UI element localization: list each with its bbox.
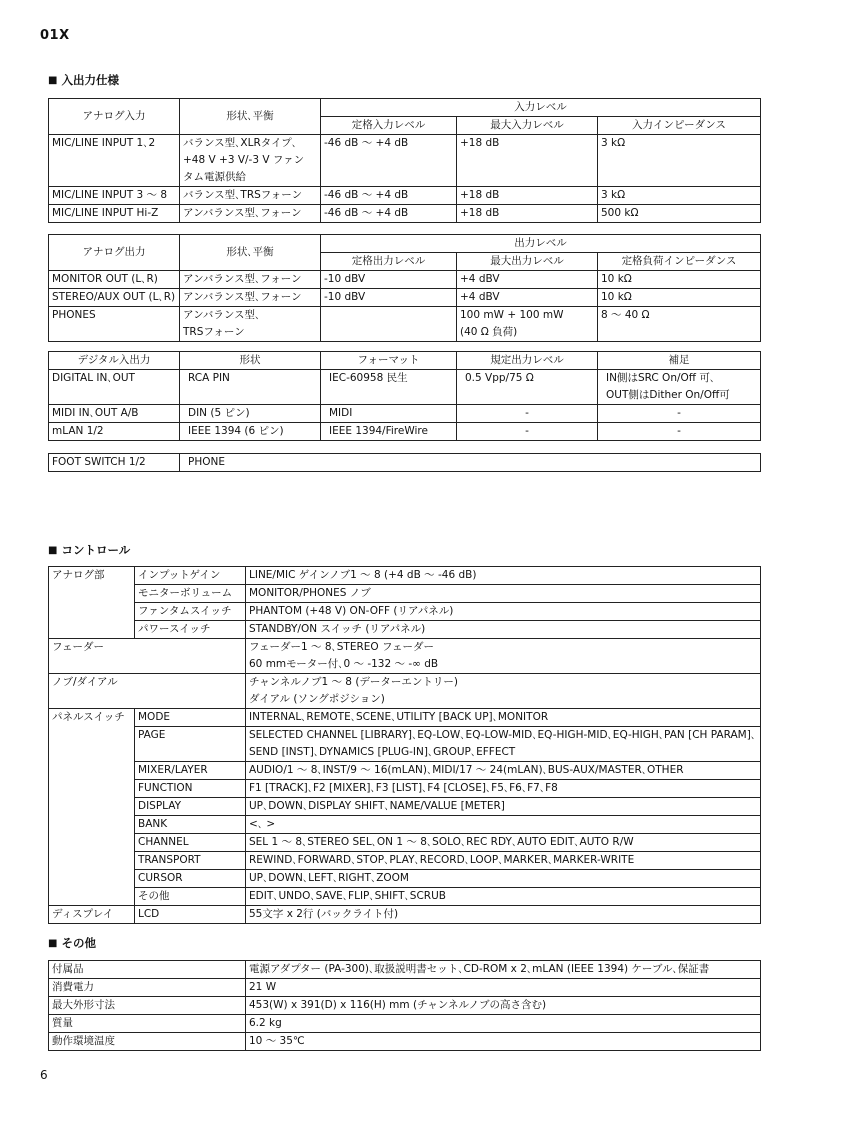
row-form: PHONE: [180, 454, 761, 472]
row-key: BANK: [135, 816, 246, 834]
io-section-heading: [48, 72, 119, 88]
value-line: ダイアル (ソングポジション): [249, 693, 385, 705]
table-row: [49, 187, 761, 205]
square-bullet-icon: ■: [48, 74, 58, 86]
table-row: [49, 621, 761, 639]
row-impedance: 500 kΩ: [598, 205, 761, 223]
table-row: [49, 870, 761, 888]
note-line: OUT側はDither On/Off可: [606, 389, 730, 401]
row-value: 453(W) x 391(D) x 116(H) mm (チャンネルノブの高さ含む): [246, 997, 761, 1015]
table-row: [49, 289, 761, 307]
table-row: [49, 370, 761, 405]
table-row: [49, 639, 761, 674]
row-form: アンバランス型､フォーン: [180, 205, 321, 223]
row-value: PHANTOM (+48 V) ON-OFF (リアパネル): [246, 603, 761, 621]
col-header-rated-output: 定格出力レベル: [321, 253, 457, 271]
table-row: [49, 888, 761, 906]
row-value: SEL 1 ～ 8､STEREO SEL､ON 1 ～ 8､SOLO､REC RDY､AUTO EDIT､AUTO R/W: [246, 834, 761, 852]
row-max: [457, 307, 598, 342]
table-row: [49, 1033, 761, 1051]
col-header-form: 形状: [180, 352, 321, 370]
col-header-specified-level: 規定出力レベル: [457, 352, 598, 370]
col-header-max-input: 最大入力レベル: [457, 117, 598, 135]
row-impedance: 8 ～ 40 Ω: [598, 307, 761, 342]
row-value: 6.2 kg: [246, 1015, 761, 1033]
table-row: [49, 674, 761, 709]
table-row: [49, 585, 761, 603]
row-name: STEREO/AUX OUT (L､R): [49, 289, 180, 307]
row-value: 10 ～ 35℃: [246, 1033, 761, 1051]
max-line: (40 Ω 負荷): [460, 326, 518, 338]
row-form: IEEE 1394 (6 ピン): [180, 423, 321, 441]
table-row: [49, 271, 761, 289]
row-max: +18 dB: [457, 135, 598, 187]
table-row: [49, 307, 761, 342]
row-key: パワースイッチ: [135, 621, 246, 639]
table-row: [49, 727, 761, 762]
table-row: [49, 979, 761, 997]
col-header-analog-input: アナログ入力: [49, 99, 180, 135]
row-key: MODE: [135, 709, 246, 727]
col-header-output-level: 出力レベル: [321, 235, 761, 253]
table-row: [49, 1015, 761, 1033]
group-label-panel: パネルスイッチ: [49, 709, 135, 906]
row-value: 電源アダプター (PA-300)､取扱説明書セット､CD-ROM x 2､mLAN (IEEE 1394) ケーブル､保証書: [246, 961, 761, 979]
row-value: F1 [TRACK]､F2 [MIXER]､F3 [LIST]､F4 [CLOSE]､F5､F6､F7､F8: [246, 780, 761, 798]
page-number: 6: [40, 1068, 48, 1082]
other-section-heading: [48, 935, 96, 951]
row-key: CHANNEL: [135, 834, 246, 852]
form-line: バランス型､XLRタイプ､: [183, 137, 297, 149]
row-format: IEC-60958 民生: [321, 370, 457, 405]
col-header-format: フォーマット: [321, 352, 457, 370]
value-line: フェーダー1 ～ 8､STEREO フェーダー: [249, 641, 434, 653]
col-header-load-impedance: 定格負荷インピーダンス: [598, 253, 761, 271]
row-key: インプットゲイン: [135, 567, 246, 585]
max-line: 100 mW + 100 mW: [460, 309, 564, 321]
row-name: MIDI IN､OUT A/B: [49, 405, 180, 423]
other-table: [48, 960, 761, 1051]
io-section-title: 入出力仕様: [61, 73, 119, 87]
analog-output-table: [48, 234, 761, 342]
group-label-knob: ノブ/ダイアル: [49, 674, 246, 709]
row-key: ファンタムスイッチ: [135, 603, 246, 621]
row-note: [598, 370, 761, 405]
row-rated: -46 dB ～ +4 dB: [321, 205, 457, 223]
digital-io-table: [48, 351, 761, 441]
form-line: アンバランス型､: [183, 309, 261, 321]
row-value: MONITOR/PHONES ノブ: [246, 585, 761, 603]
col-header-digital-io: デジタル入出力: [49, 352, 180, 370]
table-row: [49, 834, 761, 852]
row-name: MIC/LINE INPUT Hi-Z: [49, 205, 180, 223]
row-key: 消費電力: [49, 979, 246, 997]
square-bullet-icon: ■: [48, 544, 58, 556]
row-level: -: [457, 423, 598, 441]
row-value: <､ >: [246, 816, 761, 834]
col-header-note: 補足: [598, 352, 761, 370]
row-name: DIGITAL IN､OUT: [49, 370, 180, 405]
row-key: CURSOR: [135, 870, 246, 888]
col-header-analog-output: アナログ出力: [49, 235, 180, 271]
table-row: [49, 205, 761, 223]
row-key: PAGE: [135, 727, 246, 762]
row-key: 最大外形寸法: [49, 997, 246, 1015]
row-impedance: 10 kΩ: [598, 271, 761, 289]
col-header-input-impedance: 入力インピーダンス: [598, 117, 761, 135]
row-format: MIDI: [321, 405, 457, 423]
table-row: [49, 405, 761, 423]
row-format: IEEE 1394/FireWire: [321, 423, 457, 441]
form-line: +48 V +3 V/-3 V ファン: [183, 154, 305, 166]
col-header-input-level: 入力レベル: [321, 99, 761, 117]
row-form: [180, 135, 321, 187]
row-level: 0.5 Vpp/75 Ω: [457, 370, 598, 405]
model-name: 01X: [40, 28, 70, 43]
row-value: [246, 639, 761, 674]
row-level: -: [457, 405, 598, 423]
row-note: -: [598, 423, 761, 441]
row-form: アンバランス型､フォーン: [180, 271, 321, 289]
table-row: [49, 798, 761, 816]
table-row: [49, 780, 761, 798]
table-row: [49, 709, 761, 727]
form-line: TRSフォーン: [183, 326, 245, 338]
row-form: バランス型､TRSフォーン: [180, 187, 321, 205]
row-impedance: 10 kΩ: [598, 289, 761, 307]
other-section-title: その他: [61, 936, 96, 950]
value-line: SELECTED CHANNEL [LIBRARY]､EQ-LOW､EQ-LOW-MID､EQ-HIGH-MID､EQ-HIGH､PAN [CH PARAM]､: [249, 729, 757, 741]
row-max: +18 dB: [457, 187, 598, 205]
table-row: [49, 762, 761, 780]
square-bullet-icon: ■: [48, 937, 58, 949]
row-value: UP､DOWN､DISPLAY SHIFT､NAME/VALUE [METER]: [246, 798, 761, 816]
form-line: タム電源供給: [183, 171, 246, 183]
row-value: LINE/MIC ゲインノブ1 ～ 8 (+4 dB ～ -46 dB): [246, 567, 761, 585]
table-row: [49, 852, 761, 870]
table-row: [49, 961, 761, 979]
row-rated: -46 dB ～ +4 dB: [321, 135, 457, 187]
row-key: MIXER/LAYER: [135, 762, 246, 780]
table-row: [49, 567, 761, 585]
row-max: +18 dB: [457, 205, 598, 223]
row-impedance: 3 kΩ: [598, 187, 761, 205]
row-key: その他: [135, 888, 246, 906]
table-row: [49, 454, 761, 472]
row-note: -: [598, 405, 761, 423]
row-key: LCD: [135, 906, 246, 924]
col-header-max-output: 最大出力レベル: [457, 253, 598, 271]
row-value: REWIND､FORWARD､STOP､PLAY､RECORD､LOOP､MARKER､MARKER-WRITE: [246, 852, 761, 870]
row-value: [246, 727, 761, 762]
row-key: TRANSPORT: [135, 852, 246, 870]
row-rated: [321, 307, 457, 342]
row-key: 付属品: [49, 961, 246, 979]
row-value: 21 W: [246, 979, 761, 997]
row-value: 55文字 x 2行 (バックライト付): [246, 906, 761, 924]
row-value: EDIT､UNDO､SAVE､FLIP､SHIFT､SCRUB: [246, 888, 761, 906]
value-line: SEND [INST]､DYNAMICS [PLUG-IN]､GROUP､EFFECT: [249, 746, 516, 758]
row-name: mLAN 1/2: [49, 423, 180, 441]
row-max: +4 dBV: [457, 289, 598, 307]
row-impedance: 3 kΩ: [598, 135, 761, 187]
value-line: 60 mmモーター付､0 ～ -132 ～ -∞ dB: [249, 658, 439, 670]
row-key: DISPLAY: [135, 798, 246, 816]
row-value: INTERNAL､REMOTE､SCENE､UTILITY [BACK UP]､MONITOR: [246, 709, 761, 727]
row-key: 質量: [49, 1015, 246, 1033]
row-key: モニターボリューム: [135, 585, 246, 603]
row-value: [246, 674, 761, 709]
table-row: [49, 906, 761, 924]
table-row: [49, 997, 761, 1015]
note-line: IN側はSRC On/Off 可､: [606, 372, 716, 384]
row-name: MONITOR OUT (L､R): [49, 271, 180, 289]
control-section-heading: [48, 542, 130, 558]
table-row: [49, 423, 761, 441]
row-value: AUDIO/1 ～ 8､INST/9 ～ 16(mLAN)､MIDI/17 ～ 24(mLAN)､BUS-AUX/MASTER､OTHER: [246, 762, 761, 780]
row-name: MIC/LINE INPUT 3 ～ 8: [49, 187, 180, 205]
table-row: [49, 603, 761, 621]
row-form: アンバランス型､フォーン: [180, 289, 321, 307]
row-value: STANDBY/ON スイッチ (リアパネル): [246, 621, 761, 639]
row-form: [180, 307, 321, 342]
row-max: +4 dBV: [457, 271, 598, 289]
group-label-analog: アナログ部: [49, 567, 135, 639]
row-rated: -46 dB ～ +4 dB: [321, 187, 457, 205]
col-header-form: 形状､平衡: [180, 235, 321, 271]
col-header-rated-input: 定格入力レベル: [321, 117, 457, 135]
foot-switch-table: [48, 453, 761, 472]
row-name: FOOT SWITCH 1/2: [49, 454, 180, 472]
row-rated: -10 dBV: [321, 289, 457, 307]
group-label-fader: フェーダー: [49, 639, 246, 674]
group-label-display: ディスプレイ: [49, 906, 135, 924]
row-rated: -10 dBV: [321, 271, 457, 289]
control-section-title: コントロール: [61, 543, 131, 557]
analog-input-table: [48, 98, 761, 223]
row-name: PHONES: [49, 307, 180, 342]
row-name: MIC/LINE INPUT 1､2: [49, 135, 180, 187]
table-row: [49, 816, 761, 834]
table-row: [49, 135, 761, 187]
row-form: DIN (5 ピン): [180, 405, 321, 423]
value-line: チャンネルノブ1 ～ 8 (データーエントリー): [249, 676, 459, 688]
row-value: UP､DOWN､LEFT､RIGHT､ZOOM: [246, 870, 761, 888]
row-key: 動作環境温度: [49, 1033, 246, 1051]
control-table: [48, 566, 761, 924]
row-form: RCA PIN: [180, 370, 321, 405]
col-header-form: 形状､平衡: [180, 99, 321, 135]
row-key: FUNCTION: [135, 780, 246, 798]
